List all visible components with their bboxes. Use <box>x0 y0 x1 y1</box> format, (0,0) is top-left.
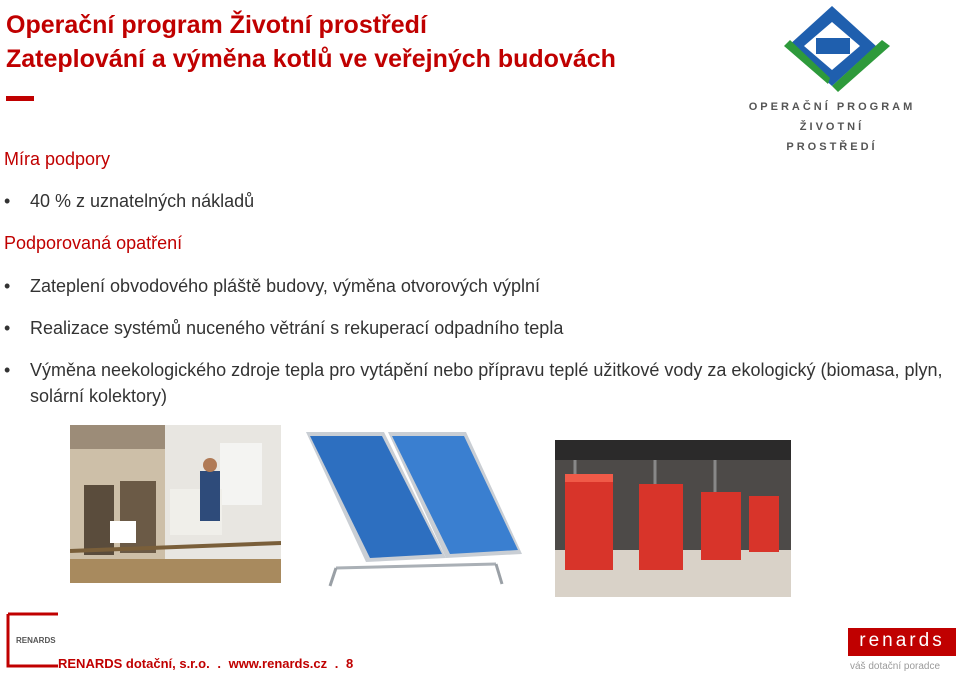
bullet-item <box>4 188 949 214</box>
facade-insulation-photo <box>70 425 281 583</box>
title-line-2: Zateplování a výměna kotlů ve veřejných budovách <box>6 45 616 73</box>
program-logo-line-3: PROSTŘEDÍ <box>786 141 878 153</box>
bullet-icon: • <box>4 191 11 211</box>
section-heading-support-rate: Míra podpory <box>4 149 111 169</box>
bullet-item <box>4 315 949 341</box>
title-line-1: Operační program Životní prostředí <box>6 11 427 39</box>
boiler-units-photo <box>555 440 791 597</box>
bullet-icon: • <box>4 276 11 296</box>
bullet-text: 40 % z uznatelných nákladů <box>30 191 255 211</box>
program-logo-line-2: ŽIVOTNÍ <box>799 121 865 133</box>
bullet-item <box>4 357 949 409</box>
brand-tagline: váš dotační poradce <box>850 661 941 672</box>
slide-title <box>6 8 726 76</box>
bullet-icon: • <box>4 318 11 338</box>
renards-brand-logo <box>848 628 956 656</box>
bullet-text: Výměna neekologického zdroje tepla pro vytápění nebo přípravu teplé užitkové vody za ekologický (biomasa, plyn, solární kolektory) <box>30 360 943 406</box>
section-heading-supported-measures: Podporovaná opatření <box>4 233 183 253</box>
renards-small-logo-text: RENARDS <box>16 636 56 645</box>
footer-separator: . <box>217 656 221 671</box>
bullet-item <box>4 273 949 299</box>
bullet-text: Realizace systémů nuceného větrání s rekuperací odpadního tepla <box>30 318 564 338</box>
footer-separator: . <box>334 656 339 671</box>
bullet-text: Zateplení obvodového pláště budovy, výměna otvorových výplní <box>30 276 540 296</box>
footer-website-link[interactable]: www.renards.cz <box>228 656 328 671</box>
program-logo-icon <box>742 0 922 92</box>
page-number: 8 <box>345 656 354 671</box>
footer-company: RENARDS dotační, s.r.o. <box>58 656 210 671</box>
program-logo-line-1: OPERAČNÍ PROGRAM <box>748 101 916 113</box>
brand-wordmark: renards <box>859 630 945 651</box>
bullet-icon: • <box>4 360 11 380</box>
program-logo <box>742 0 922 160</box>
footer-line <box>58 656 357 671</box>
title-accent-bar <box>6 96 34 101</box>
solar-collectors-photo <box>296 428 528 590</box>
